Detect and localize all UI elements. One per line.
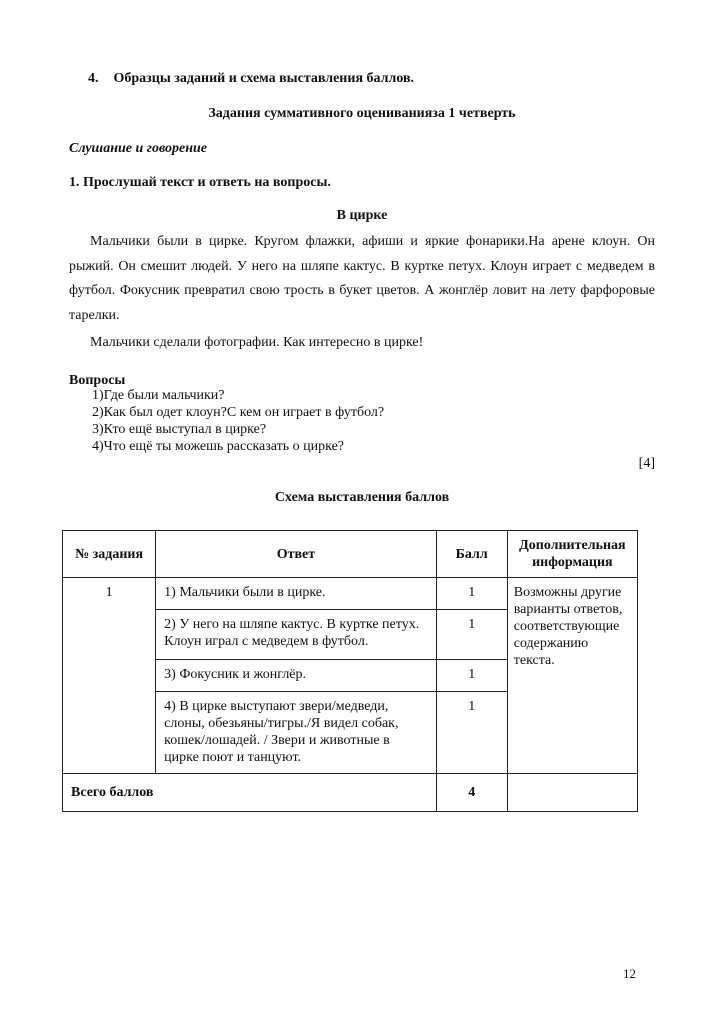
section-title: Образцы заданий и схема выставления баллов.	[113, 71, 415, 86]
extra-info-cell: Возможны другие варианты ответов, соответствующие содержанию текста.	[507, 578, 637, 774]
points-cell: 1	[436, 660, 507, 692]
scoring-table	[62, 530, 638, 812]
total-empty-cell	[507, 774, 637, 812]
points-cell: 1	[436, 578, 507, 610]
scoring-title: Схема выставления баллов	[274, 490, 450, 505]
story-title: В цирке	[336, 208, 388, 223]
answer-cell: 1) Мальчики были в цирке.	[156, 578, 436, 610]
task-instruction: 1. Прослушай текст и ответь на вопросы.	[69, 175, 331, 190]
table-row	[63, 578, 638, 610]
header-points: Балл	[436, 531, 507, 578]
max-score-mark: [4]	[638, 456, 655, 471]
answer-cell: 2) У него на шляпе кактус. В куртке петух. Клоун играл с медведем в футбол.	[156, 610, 436, 660]
story-paragraph: Мальчики были в цирке. Кругом флажки, афиши и яркие фонарики.На арене клоун. Он рыжий. Он смешит людей. У него на шляпе кактус. В куртке петух. Клоун играет с медведем в футбол. Фокусник превратил свою трость в букет цветов. А жонглёр ловит на лету фарфоровые тарелки.	[69, 234, 655, 323]
section-number: 4.	[88, 71, 99, 86]
header-answer: Ответ	[156, 531, 436, 578]
answer-cell: 4) В цирке выступают звери/медведи, слоны, обезьяны/тигры./Я видел собак, кошек/лошадей. / Звери и животные в цирке поют и танцуют.	[156, 692, 436, 774]
section-heading	[88, 70, 414, 88]
points-cell: 1	[436, 610, 507, 660]
header-extra-info: Дополнительная информация	[507, 531, 637, 578]
question-item: 1)Где были мальчики?	[92, 388, 225, 403]
question-item: 4)Что ещё ты можешь рассказать о цирке?	[92, 439, 344, 454]
story-text	[69, 230, 655, 356]
question-item: 2)Как был одет клоун?С кем он играет в футбол?	[92, 405, 385, 420]
questions-heading: Вопросы	[69, 373, 126, 388]
page-number: 12	[623, 966, 636, 981]
table-header-row	[63, 531, 638, 578]
points-cell: 1	[436, 692, 507, 774]
story-paragraph: Мальчики сделали фотографии. Как интересно в цирке!	[90, 335, 424, 350]
questions-list	[92, 387, 384, 455]
question-item: 3)Кто ещё выступал в цирке?	[92, 422, 267, 437]
skill-heading: Слушание и говорение	[69, 141, 207, 156]
assessment-subtitle: Задания суммативного оцениванияза 1 четверть	[208, 106, 516, 121]
total-label: Всего баллов	[63, 774, 437, 812]
total-value: 4	[436, 774, 507, 812]
total-row	[63, 774, 638, 812]
answer-cell: 3) Фокусник и жонглёр.	[156, 660, 436, 692]
task-number-cell: 1	[63, 578, 156, 774]
header-task-no: № задания	[63, 531, 156, 578]
